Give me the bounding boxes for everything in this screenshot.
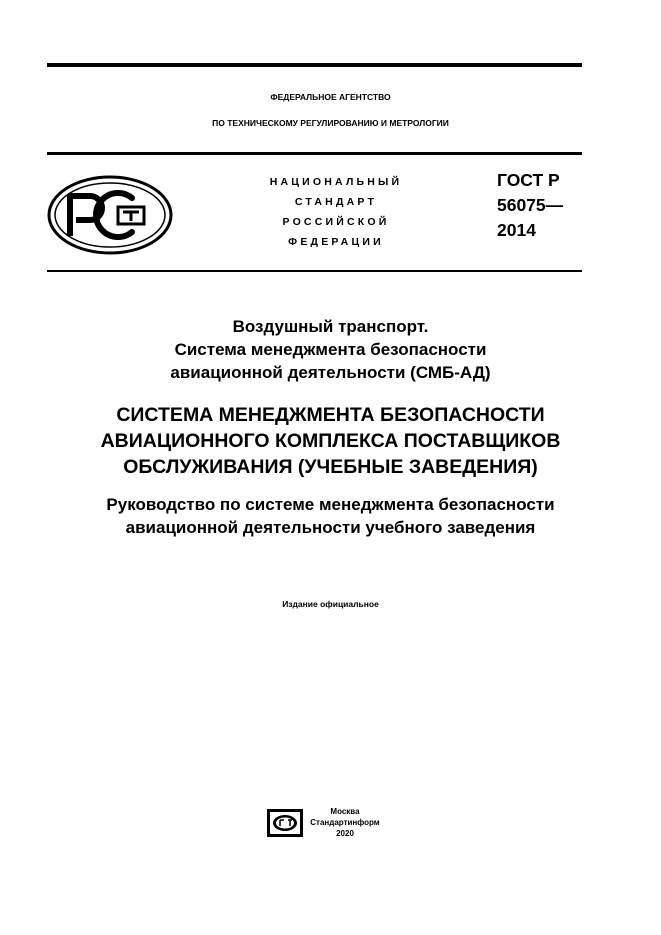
subtitle-bottom	[0, 493, 661, 539]
subtitle-line: Воздушный транспорт.	[232, 317, 429, 336]
main-title	[0, 402, 661, 480]
main-title-line: АВИАЦИОННОГО КОМПЛЕКСА ПОСТАВЩИКОВ	[100, 430, 561, 452]
national-line: РОССИЙСКОЙ	[282, 216, 390, 228]
gost-line: ГОСТ Р	[497, 170, 560, 190]
agency-line-2: ПО ТЕХНИЧЕСКОМУ РЕГУЛИРОВАНИЮ И МЕТРОЛОГИИ	[212, 118, 449, 128]
national-line: НАЦИОНАЛЬНЫЙ	[269, 176, 403, 188]
subtitle-line: Руководство по системе менеджмента безопасности	[106, 495, 555, 514]
subtitle-line: авиационной деятельности (СМБ-АД)	[170, 363, 491, 382]
gost-line: 56075—	[497, 195, 564, 215]
standartinform-logo-icon	[266, 808, 304, 838]
national-line: СТАНДАРТ	[294, 196, 378, 208]
top-rule	[47, 63, 582, 67]
publisher-year: 2020	[336, 829, 354, 838]
publisher-info	[305, 806, 385, 839]
subtitle-top	[0, 315, 661, 384]
gost-number	[497, 168, 597, 243]
block-top-rule	[47, 152, 582, 155]
subtitle-line: Система менеджмента безопасности	[174, 340, 487, 359]
gost-line: 2014	[497, 220, 536, 240]
block-bottom-rule	[47, 270, 582, 272]
subtitle-line: авиационной деятельности учебного заведения	[125, 518, 536, 537]
rst-emblem-icon	[46, 174, 174, 256]
edition-label: Издание официальное	[282, 599, 379, 609]
publisher-name: Стандартинформ	[310, 818, 380, 827]
publisher-city: Москва	[330, 807, 360, 816]
agency-line-1: ФЕДЕРАЛЬНОЕ АГЕНТСТВО	[270, 92, 391, 102]
main-title-line: ОБСЛУЖИВАНИЯ (УЧЕБНЫЕ ЗАВЕДЕНИЯ)	[123, 456, 538, 478]
national-line: ФЕДЕРАЦИИ	[288, 236, 384, 248]
national-standard-label	[232, 172, 440, 252]
main-title-line: СИСТЕМА МЕНЕДЖМЕНТА БЕЗОПАСНОСТИ	[116, 404, 545, 426]
